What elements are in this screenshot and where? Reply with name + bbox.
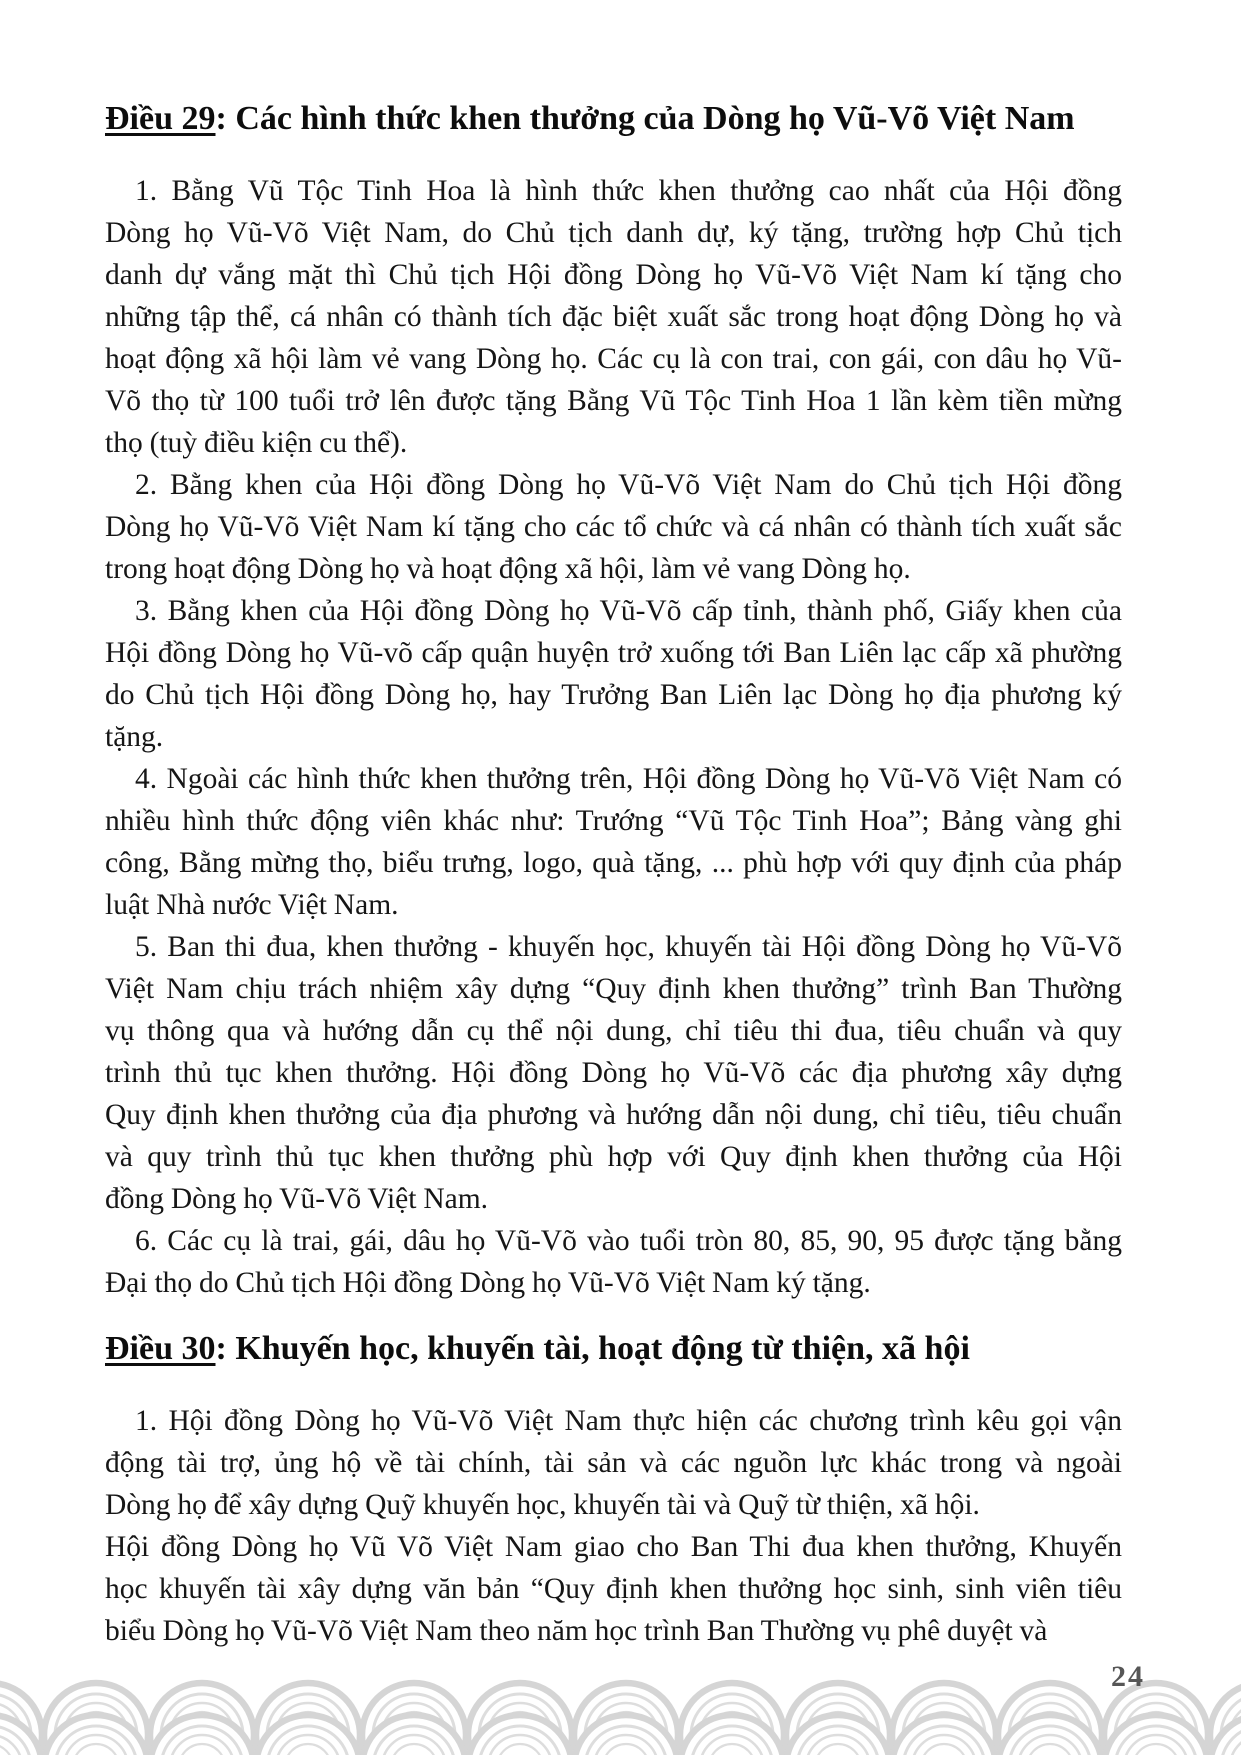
- paragraph: [105, 926, 1122, 1220]
- text-line: 6. Các cụ là trai, gái, dâu họ Vũ-Võ vào tuổi tròn 80, 85, 90, 95 được tặng bằng: [135, 1225, 1122, 1257]
- section-heading-label: Điều 30: [105, 1330, 216, 1367]
- text-line: Võ thọ từ 100 tuổi trở lên được tặng Bằng Vũ Tộc Tinh Hoa 1 lần kèm tiền mừng: [105, 385, 1122, 417]
- text-line: 3. Bằng khen của Hội đồng Dòng họ Vũ-Võ cấp tỉnh, thành phố, Giấy khen của: [135, 595, 1122, 627]
- wave-pattern-decoration: [0, 1673, 1241, 1755]
- text-line: do Chủ tịch Hội đồng Dòng họ, hay Trưởng Ban Liên lạc Dòng họ địa phương ký: [105, 679, 1122, 711]
- text-line: và quy trình thủ tục khen thưởng phù hợp với Quy định khen thưởng của Hội: [105, 1141, 1122, 1173]
- text-line: công, Bằng mừng thọ, biểu trưng, logo, quà tặng, ... phù hợp với quy định của pháp: [105, 847, 1122, 879]
- text-line: luật Nhà nước Việt Nam.: [105, 889, 399, 921]
- text-line: Hội đồng Dòng họ Vũ Võ Việt Nam giao cho Ban Thi đua khen thưởng, Khuyến: [105, 1531, 1122, 1563]
- paragraph: [105, 464, 1122, 590]
- section-heading-text: : Các hình thức khen thưởng của Dòng họ Vũ-Võ Việt Nam: [215, 100, 1075, 137]
- paragraph: [105, 1526, 1122, 1652]
- text-line: 5. Ban thi đua, khen thưởng - khuyến học, khuyến tài Hội đồng Dòng họ Vũ-Võ: [135, 931, 1122, 963]
- text-line: trình thủ tục khen thưởng. Hội đồng Dòng họ Vũ-Võ các địa phương xây dựng: [105, 1057, 1122, 1089]
- text-line: Việt Nam chịu trách nhiệm xây dựng “Quy định khen thưởng” trình Ban Thường: [105, 973, 1122, 1005]
- text-line: danh dự vắng mặt thì Chủ tịch Hội đồng Dòng họ Vũ-Võ Việt Nam kí tặng cho: [105, 259, 1122, 291]
- text-line: Đại thọ do Chủ tịch Hội đồng Dòng họ Vũ-Võ Việt Nam ký tặng.: [105, 1267, 871, 1299]
- text-line: 1. Hội đồng Dòng họ Vũ-Võ Việt Nam thực hiện các chương trình kêu gọi vận: [135, 1405, 1122, 1437]
- text-line: nhiều hình thức động viên khác như: Trướng “Vũ Tộc Tinh Hoa”; Bảng vàng ghi: [105, 805, 1122, 837]
- paragraph: [105, 170, 1122, 464]
- text-line: Hội đồng Dòng họ Vũ-võ cấp quận huyện trở xuống tới Ban Liên lạc cấp xã phường: [105, 637, 1122, 669]
- paragraph: [105, 758, 1122, 926]
- paragraph: [105, 1400, 1122, 1526]
- section-heading-label: Điều 29: [105, 100, 216, 137]
- text-line: thọ (tuỳ điều kiện cu thể).: [105, 427, 408, 459]
- text-line: vụ thông qua và hướng dẫn cụ thể nội dung, chỉ tiêu thi đua, tiêu chuẩn và quy: [105, 1015, 1122, 1047]
- text-line: đồng Dòng họ Vũ-Võ Việt Nam.: [105, 1183, 489, 1215]
- text-line: Dòng họ để xây dựng Quỹ khuyến học, khuyến tài và Quỹ từ thiện, xã hội.: [105, 1489, 980, 1521]
- section-heading: [105, 1326, 1122, 1372]
- text-line: những tập thể, cá nhân có thành tích đặc biệt xuất sắc trong hoạt động Dòng họ và: [105, 301, 1122, 333]
- section-heading-text: : Khuyến học, khuyến tài, hoạt động từ thiện, xã hội: [215, 1330, 970, 1367]
- text-line: động tài trợ, ủng hộ về tài chính, tài sản và các nguồn lực khác trong và ngoài: [105, 1447, 1122, 1479]
- paragraph: [105, 590, 1122, 758]
- text-line: 1. Bằng Vũ Tộc Tinh Hoa là hình thức khen thưởng cao nhất của Hội đồng: [135, 175, 1122, 207]
- section-heading: [105, 96, 1122, 142]
- document-content: [105, 96, 1122, 1652]
- page-number: 24: [1111, 1660, 1145, 1693]
- text-line: Quy định khen thưởng của địa phương và hướng dẫn nội dung, chỉ tiêu, tiêu chuẩn: [105, 1099, 1122, 1131]
- text-line: hoạt động xã hội làm vẻ vang Dòng họ. Các cụ là con trai, con gái, con dâu họ Vũ-: [105, 343, 1122, 375]
- text-line: 2. Bằng khen của Hội đồng Dòng họ Vũ-Võ Việt Nam do Chủ tịch Hội đồng: [135, 469, 1122, 501]
- text-line: Dòng họ Vũ-Võ Việt Nam kí tặng cho các tổ chức và cá nhân có thành tích xuất sắc: [105, 511, 1122, 543]
- text-line: biểu Dòng họ Vũ-Võ Việt Nam theo năm học trình Ban Thường vụ phê duyệt và: [105, 1615, 1048, 1647]
- text-line: học khuyến tài xây dựng văn bản “Quy định khen thưởng học sinh, sinh viên tiêu: [105, 1573, 1122, 1605]
- paragraph: [105, 1220, 1122, 1304]
- text-line: tặng.: [105, 721, 164, 753]
- text-line: Dòng họ Vũ-Võ Việt Nam, do Chủ tịch danh dự, ký tặng, trường hợp Chủ tịch: [105, 217, 1122, 249]
- text-line: trong hoạt động Dòng họ và hoạt động xã hội, làm vẻ vang Dòng họ.: [105, 553, 911, 585]
- text-line: 4. Ngoài các hình thức khen thưởng trên, Hội đồng Dòng họ Vũ-Võ Việt Nam có: [135, 763, 1122, 795]
